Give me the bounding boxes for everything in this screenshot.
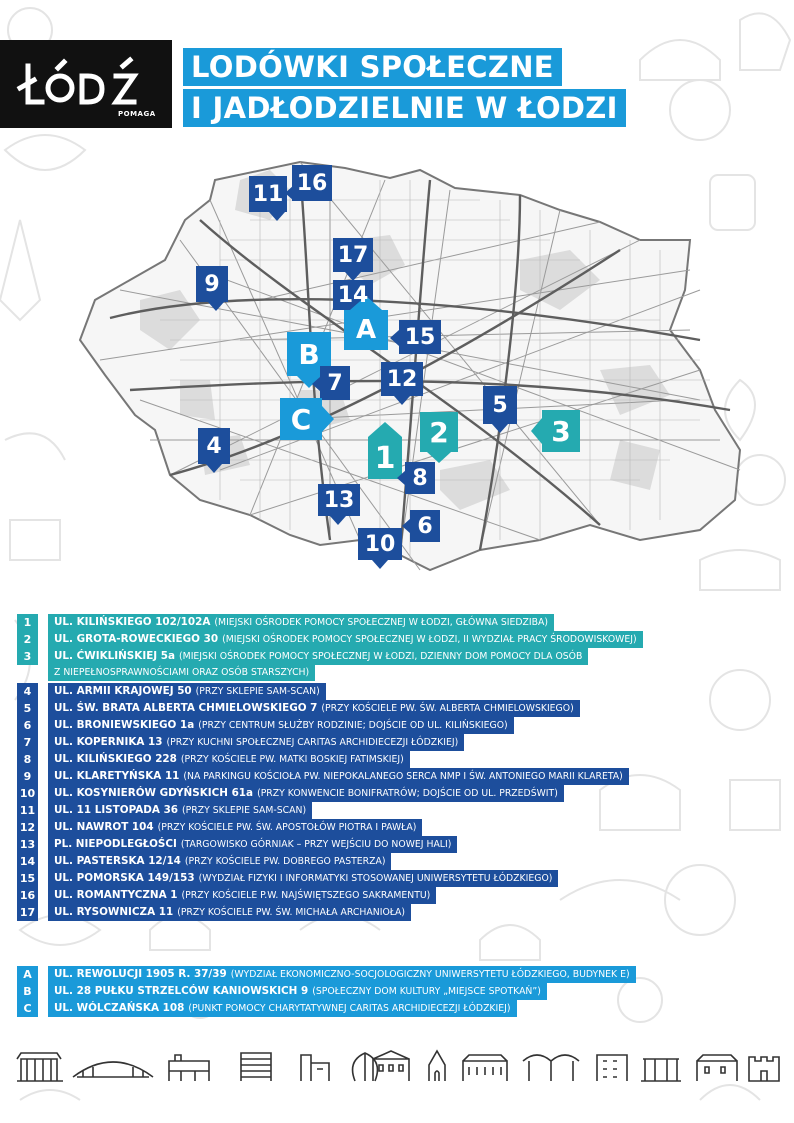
- legend-street: UL. POMORSKA 149/153: [54, 872, 195, 884]
- legend-number: A: [17, 966, 38, 983]
- map-marker-3[interactable]: 3: [542, 410, 580, 452]
- marker-pointer: [322, 406, 334, 432]
- legend-description: Z NIEPEŁNOSPRAWNOŚCIAMI ORAZ OSÓB STARSZYCH): [54, 667, 310, 678]
- legend-description: (PRZY KOŚCIELE PW. ŚW. APOSTOŁÓW PIOTRA I PAWŁA): [157, 822, 417, 833]
- map-marker-11[interactable]: 11: [249, 176, 287, 212]
- marker-pointer: [397, 470, 406, 486]
- map-marker-10[interactable]: 10: [358, 528, 402, 560]
- map-marker-a[interactable]: A: [344, 310, 388, 350]
- legend-number: 15: [17, 870, 38, 887]
- legend-item-7: [48, 734, 464, 751]
- marker-pointer: [492, 424, 508, 433]
- legend-item-10: [48, 785, 564, 802]
- legend-street: UL. RYSOWNICZA 11: [54, 906, 174, 918]
- legend-street: UL. PASTERSKA 12/14: [54, 855, 181, 867]
- legend-number: 6: [17, 717, 38, 734]
- legend-description: (WYDZIAŁ FIZYKI I INFORMATYKI STOSOWANEJ UNIWERSYTETU ŁÓDZKIEGO): [198, 873, 553, 884]
- legend-street: UL. ĆWIKLIŃSKIEJ 5a: [54, 650, 176, 662]
- legend-item-15: [48, 870, 558, 887]
- map-marker-9[interactable]: 9: [196, 266, 228, 302]
- legend-street: UL. NAWROT 104: [54, 821, 154, 833]
- marker-pointer: [402, 518, 411, 534]
- legend-number: 3: [17, 648, 38, 665]
- legend-description: (PUNKT POMOCY CHARYTATYWNEJ CARITAS ARCHIDIECEZJI ŁÓDZKIEJ): [188, 1003, 511, 1014]
- marker-pointer: [206, 464, 222, 473]
- legend-description: (NA PARKINGU KOŚCIOŁA PW. NIEPOKALANEGO SERCA NMP I ŚW. ANTONIEGO MARII KLARETA): [183, 771, 623, 782]
- city-logo: [0, 40, 172, 128]
- legend-item-c: [48, 1000, 517, 1017]
- legend-number-column-blue: [17, 966, 38, 1017]
- legend-description: (PRZY CENTRUM SŁUŻBY RODZINIE; DOJŚCIE OD UL. KILIŃSKIEGO): [198, 720, 508, 731]
- page-title-line-1: LODÓWKI SPOŁECZNE: [183, 48, 562, 86]
- marker-pointer: [394, 396, 410, 405]
- map-marker-6[interactable]: 6: [410, 510, 440, 542]
- marker-pointer: [372, 560, 388, 569]
- map-marker-4[interactable]: 4: [198, 428, 230, 464]
- legend-number: 17: [17, 904, 38, 921]
- legend-description: (PRZY KUCHNI SPOŁECZNEJ CARITAS ARCHIDIECEZJI ŁÓDZKIEJ): [166, 737, 459, 748]
- marker-pointer: [269, 212, 285, 221]
- hall-icon: [463, 1055, 507, 1081]
- legend-item-5: [48, 700, 580, 717]
- legend-street: UL. 11 LISTOPADA 36: [54, 804, 179, 816]
- palace-icon: [373, 1051, 409, 1081]
- legend-number: 11: [17, 802, 38, 819]
- legend-item-3: [48, 648, 588, 665]
- legend-number: 16: [17, 887, 38, 904]
- legend-street: UL. WÓLCZAŃSKA 108: [54, 1002, 185, 1014]
- legend-item-a: [48, 966, 636, 983]
- landmark-icons-row: [15, 1047, 785, 1087]
- legend-item-12: [48, 819, 422, 836]
- marker-pointer: [312, 376, 321, 392]
- factory-icon: [169, 1055, 209, 1081]
- legend-item-4: [48, 683, 326, 700]
- building-icon: [17, 1053, 63, 1081]
- legend-street: UL. GROTA-ROWECKIEGO 30: [54, 633, 219, 645]
- legend-street: UL. REWOLUCJI 1905 R. 37/39: [54, 968, 227, 980]
- marker-pointer: [208, 302, 224, 311]
- legend-number: 5: [17, 700, 38, 717]
- legend-street: UL. KILIŃSKIEGO 102/102A: [54, 616, 211, 628]
- legend-description: (MIEJSKI OŚRODEK POMOCY SPOŁECZNEJ W ŁODZI, DZIENNY DOM POMOCY DLA OSÓB: [179, 651, 583, 662]
- legend-description: (PRZY KOŚCIELE PW. ŚW. MICHAŁA ARCHANIOŁA): [177, 907, 405, 918]
- legend-street: UL. KOPERNIKA 13: [54, 736, 163, 748]
- legend-description: (PRZY KOŚCIELE PW. MATKI BOSKIEJ FATIMSKIEJ): [180, 754, 404, 765]
- legend-description: (PRZY SKLEPIE SAM-SCAN): [195, 686, 320, 697]
- marker-pointer: [330, 516, 346, 525]
- legend-item-17: [48, 904, 411, 921]
- map-marker-2[interactable]: 2: [420, 412, 458, 452]
- map-marker-13[interactable]: 13: [318, 484, 360, 516]
- legend-number: 8: [17, 751, 38, 768]
- legend-street: UL. BRONIEWSKIEGO 1a: [54, 719, 195, 731]
- map-marker-8[interactable]: 8: [405, 462, 435, 494]
- legend-number: 14: [17, 853, 38, 870]
- legend-item-6: [48, 717, 514, 734]
- legend-number: B: [17, 983, 38, 1000]
- legend-item-8: [48, 751, 410, 768]
- legend-number: 1: [17, 614, 38, 631]
- legend-number: 2: [17, 631, 38, 648]
- map-marker-1[interactable]: 1: [368, 437, 402, 479]
- legend-street: UL. ARMII KRAJOWEJ 50: [54, 685, 192, 697]
- legend-street: UL. ROMANTYCZNA 1: [54, 889, 178, 901]
- map-marker-17[interactable]: 17: [333, 238, 373, 272]
- office-icon: [597, 1055, 627, 1081]
- map-marker-7[interactable]: 7: [320, 366, 350, 400]
- marker-pointer: [390, 330, 399, 346]
- legend-street: UL. 28 PUŁKU STRZELCÓW KANIOWSKICH 9: [54, 985, 309, 997]
- legend-street: PL. NIEPODLEGŁOŚCI: [54, 838, 177, 850]
- legend-description: (MIEJSKI OŚRODEK POMOCY SPOŁECZNEJ W ŁODZI, II WYDZIAŁ PRACY ŚRODOWISKOWEJ): [222, 634, 637, 645]
- map-marker-b[interactable]: B: [287, 332, 331, 376]
- legend-item-3-continued: [48, 664, 315, 681]
- legend-number: 12: [17, 819, 38, 836]
- legend-street: UL. KOSYNIERÓW GDYŃSKICH 61a: [54, 787, 254, 799]
- legend-item-2: [48, 631, 643, 648]
- legend-item-11: [48, 802, 312, 819]
- legend-number: 4: [17, 683, 38, 700]
- legend-item-9: [48, 768, 629, 785]
- tower-block-icon: [241, 1053, 271, 1081]
- logo-subtitle: POMAGA: [118, 110, 156, 118]
- legend-description: (PRZY KONWENCIE BONIFRATRÓW; DOJŚCIE OD UL. PRZEDŚWIT): [257, 788, 558, 799]
- legend-number: 10: [17, 785, 38, 802]
- arch-building-icon: [429, 1051, 445, 1081]
- colonnade-icon: [641, 1059, 681, 1081]
- legend-number: 9: [17, 768, 38, 785]
- palace-wing-icon: [697, 1055, 737, 1081]
- legend-number-column-teal: [17, 614, 38, 665]
- map-marker-c[interactable]: C: [280, 398, 322, 440]
- map-marker-12[interactable]: 12: [381, 362, 423, 396]
- legend-street: UL. KLARETYŃSKA 11: [54, 770, 180, 782]
- map-marker-14[interactable]: 14: [333, 280, 373, 310]
- castle-icon: [749, 1057, 779, 1081]
- map-marker-15[interactable]: 15: [399, 320, 441, 354]
- marker-pointer: [531, 418, 542, 444]
- legend-item-16: [48, 887, 436, 904]
- legend-item-13: [48, 836, 457, 853]
- legend-street: UL. KILIŃSKIEGO 228: [54, 753, 177, 765]
- legend-number: 7: [17, 734, 38, 751]
- arena-icon: [73, 1062, 153, 1077]
- page-title-line-2: I JADŁODZIELNIE W ŁODZI: [183, 89, 626, 127]
- tent-roof-icon: [523, 1055, 579, 1081]
- legend-description: (PRZY KOŚCIELE PW. ŚW. ALBERTA CHMIELOWSKIEGO): [321, 703, 574, 714]
- marker-pointer: [285, 185, 294, 201]
- legend-description: (SPOŁECZNY DOM KULTURY „MIEJSCE SPOTKAŃ”): [312, 986, 541, 997]
- legend-description: (TARGOWISKO GÓRNIAK – PRZY WEJŚCIU DO NOWEJ HALI): [180, 839, 452, 850]
- modern-building-icon: [301, 1055, 329, 1081]
- map-marker-16[interactable]: 16: [292, 165, 332, 201]
- legend-number: 13: [17, 836, 38, 853]
- legend-number-column-dark: [17, 683, 38, 921]
- legend-item-1: [48, 614, 554, 631]
- legend-item-b: [48, 983, 547, 1000]
- legend-description: (WYDZIAŁ EKONOMICZNO-SOCJOLOGICZNY UNIWERSYTETU ŁÓDZKIEGO, BUDYNEK E): [230, 969, 630, 980]
- legend-description: (PRZY KOŚCIELE P.W. NAJŚWIĘTSZEGO SAKRAMENTU): [181, 890, 431, 901]
- legend-description: (MIEJSKI OŚRODEK POMOCY SPOŁECZNEJ W ŁODZI, GŁÓWNA SIEDZIBA): [214, 617, 548, 628]
- legend-description: (PRZY SKLEPIE SAM-SCAN): [182, 805, 307, 816]
- marker-pointer: [368, 422, 402, 437]
- legend-item-14: [48, 853, 391, 870]
- legend-description: (PRZY KOŚCIELE PW. DOBREGO PASTERZA): [184, 856, 386, 867]
- map-marker-5[interactable]: 5: [483, 386, 517, 424]
- legend-number: C: [17, 1000, 38, 1017]
- legend-street: UL. ŚW. BRATA ALBERTA CHMIELOWSKIEGO 7: [54, 702, 318, 714]
